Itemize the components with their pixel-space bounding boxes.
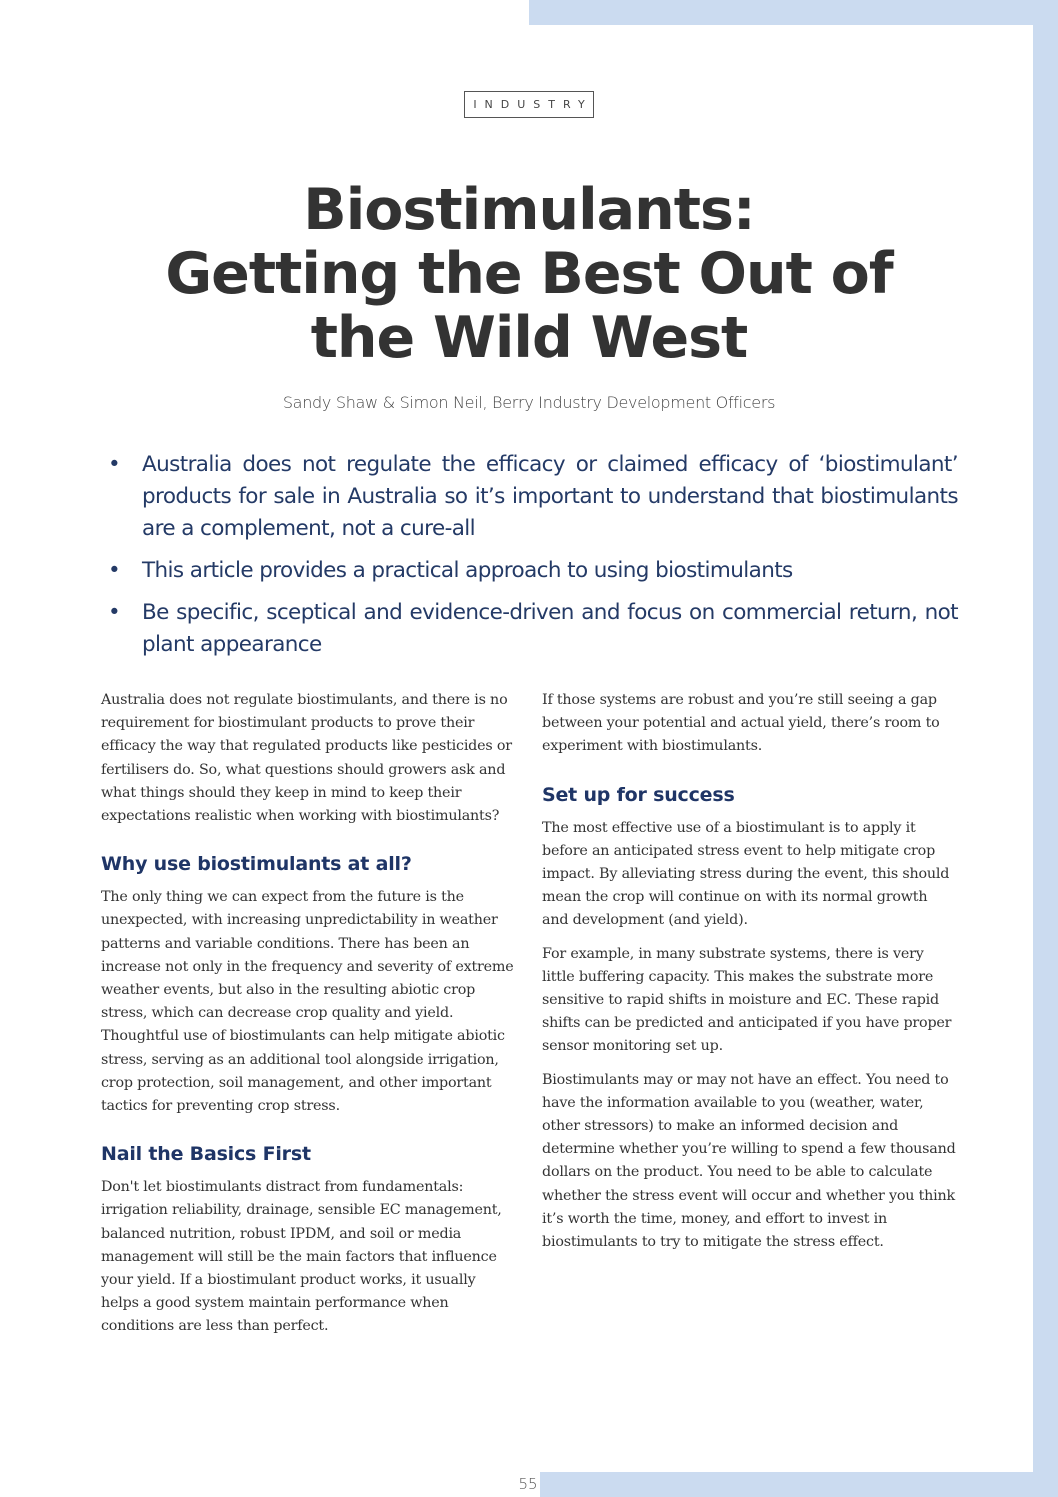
decorative-band-top [529, 0, 1058, 25]
body-paragraph: Don't let biostimulants distract from fundamentals: irrigation reliability, drainage, sensible EC management, balanced nutrition, robust IPDM, and soil or media management will still be the main factors that influence your yield. If a biostimulant product works, it usually helps a good system maintain performance when conditions are less than perfect. [101, 1179, 502, 1335]
title-line: the Wild West [310, 305, 748, 371]
page-number: 55 [516, 1472, 540, 1497]
section-heading: Set up for success [542, 783, 735, 806]
key-points-list [108, 449, 958, 671]
decorative-band-bottom [516, 1472, 1058, 1497]
decorative-band-right [1033, 0, 1058, 1497]
key-point [108, 597, 958, 661]
section-heading: Why use biostimulants at all? [101, 853, 412, 876]
section-tag: INDUSTRY [464, 91, 594, 118]
body-paragraph: For example, in many substrate systems, there is very little buffering capacity. This makes the substrate more sensitive to rapid shifts in moisture and EC. These rapid shifts can be predicted and anticipated if you have proper sensor monitoring set up. [542, 945, 952, 1055]
key-point-text: This article provides a practical approach to using biostimulants [142, 558, 793, 583]
body-paragraph: Biostimulants may or may not have an effect. You need to have the information available to you (weather, water, other stressors) to make an informed decision and determine whether you’re willing to spend a few thousand dollars on the product. You need to be able to calculate whether the stress event will occur and whether you think it’s worth the time, money, and effort to invest in biostimulants to try to mitigate the stress effect. [542, 1071, 956, 1251]
body-paragraph: The only thing we can expect from the future is the unexpected, with increasing unpredictability in weather patterns and variable conditions. There has been an increase not only in the frequency and severity of extreme weather events, but also in the resulting abiotic crop stress, which can decrease crop quality and yield. Thoughtful use of biostimulants can help mitigate abiotic stress, serving as an additional tool alongside irrigation, crop protection, soil management, and other important tactics for preventing crop stress. [101, 889, 514, 1115]
left-column [101, 689, 515, 1349]
body-paragraph: The most effective use of a biostimulant is to apply it before an anticipated stress event to help mitigate crop impact. By alleviating stress during the event, this should mean the crop will continue on with its normal growth and development (and yield). [542, 819, 950, 929]
key-point-text: Australia does not regulate the efficacy or claimed efficacy of ‘biostimulant’ products for sale in Australia so it’s important to understand that biostimulants are a complement, not a cure-all [142, 452, 958, 541]
title-line: Biostimulants: [303, 177, 755, 243]
section-heading: Nail the Basics First [101, 1143, 311, 1166]
bullet-icon: • [108, 600, 121, 625]
key-point-text: Be specific, sceptical and evidence-driven and focus on commercial return, not plant appearance [142, 600, 958, 657]
title-line: Getting the Best Out of [165, 241, 893, 307]
article-title [120, 178, 938, 370]
key-point [108, 555, 958, 587]
intro-paragraph: Australia does not regulate biostimulants, and there is no requirement for biostimulant products to prove their efficacy the way that regulated products like pesticides or fertilisers do. So, what questions should growers ask and what things should they keep in mind to keep their expectations realistic when working with biostimulants? [101, 692, 512, 825]
key-point [108, 449, 958, 545]
bullet-icon: • [108, 558, 121, 583]
bullet-icon: • [108, 452, 121, 477]
byline: Sandy Shaw & Simon Neil, Berry Industry Development Officers [282, 393, 776, 412]
right-column [542, 689, 956, 1264]
intro-paragraph: If those systems are robust and you’re still seeing a gap between your potential and actual yield, there’s room to experiment with biostimulants. [542, 692, 940, 755]
